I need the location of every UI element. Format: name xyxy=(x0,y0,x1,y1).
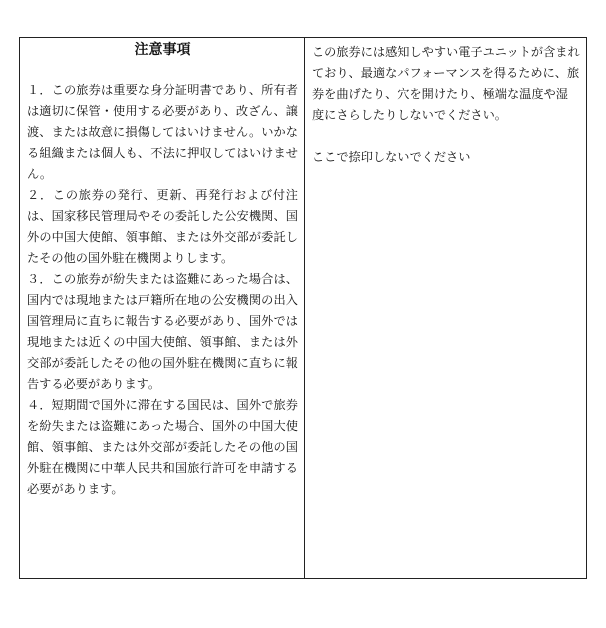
right-column xyxy=(305,38,586,578)
electronic-unit-warning: この旅券には感知しやすい電子ユニットが含まれており、最適なパフォーマンスを得るために、旅券を曲げたり、穴を開けたり、極端な温度や湿度にさらしたりしないでください。 xyxy=(312,45,580,122)
spacer xyxy=(312,126,580,147)
notice-title: 注意事項 xyxy=(134,42,191,58)
notice-column xyxy=(20,38,305,578)
notice-item-3: ３．この旅券が紛失または盗難にあった場合は、国内では現地または戸籍所在地の公安機関の出入国管理局に直ちに報告する必要があり、国外では現地または近くの中国大使館、領事館、または外交部が委託したその他の国外駐在機関に直ちに報告する必要があります。 xyxy=(27,272,298,391)
notice-item-2: ２．この旅券の発行、更新、再発行および付注は、国家移民管理局やその委託した公安機関、国外の中国大使館、領事館、または外交部が委託したその他の国外駐在機関よりします。 xyxy=(27,188,298,265)
notice-item-4: ４．短期間で国外に滞在する国民は、国外で旅券を紛失または盗難にあった場合、国外の中国大使館、領事館、または外交部が委託したその他の国外駐在機関に中華人民共和国旅行許可を申請する必要があります。 xyxy=(27,398,298,496)
stamp-notice: ここで捺印しないでください xyxy=(312,150,471,164)
notice-item-1: １．この旅券は重要な身分証明書であり、所有者は適切に保管・使用する必要があり、改ざん、譲渡、または故意に損傷してはいけません。いかなる組織または個人も、不法に押収してはいけません。 xyxy=(27,83,298,181)
notice-table xyxy=(19,37,587,579)
